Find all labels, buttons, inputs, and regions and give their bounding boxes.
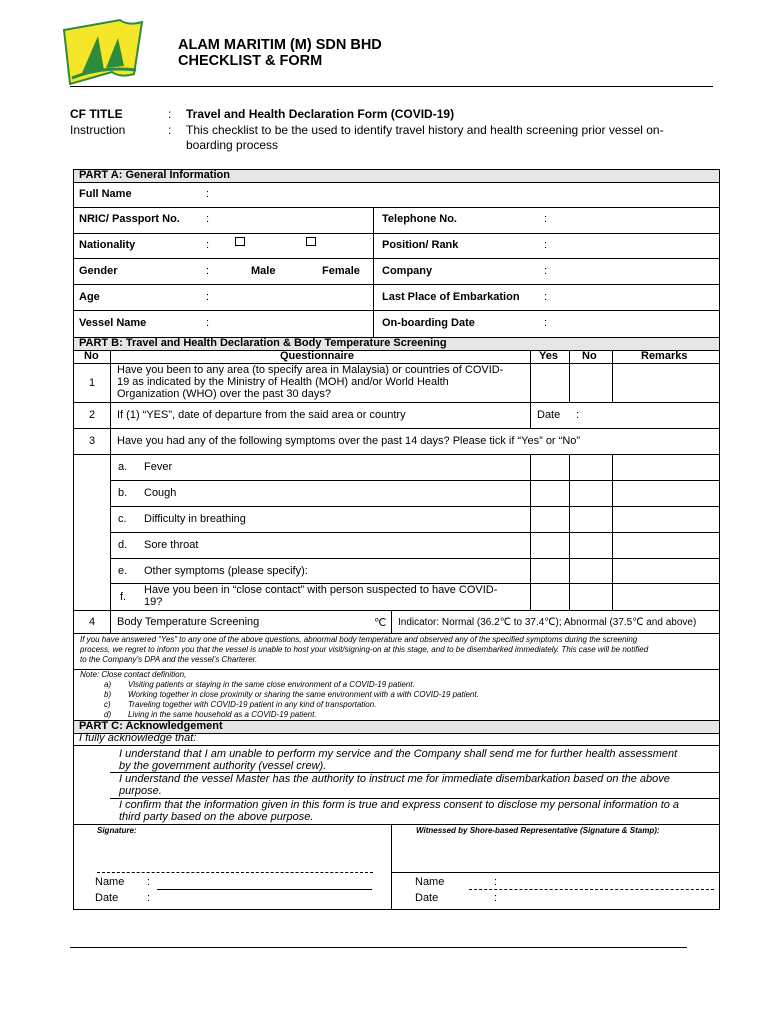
part-a-title: PART A: General Information xyxy=(79,169,230,181)
q1-line: 19 as indicated by the Ministry of Health (MOH) and/or World Health xyxy=(117,376,449,388)
symptom-letter: a. xyxy=(118,461,128,473)
q3-number: 3 xyxy=(89,435,96,447)
q2-date-label: Date xyxy=(537,409,561,421)
acknowledge-statement-3 xyxy=(119,799,679,823)
sore-throat-yes-cell[interactable] xyxy=(532,534,567,556)
q1-remarks-cell[interactable] xyxy=(614,365,718,400)
colon: : xyxy=(494,876,498,888)
close-contact-question xyxy=(144,584,497,608)
note-letter: b) xyxy=(104,690,112,699)
symptom-letter: e. xyxy=(118,565,128,577)
q2-text: If (1) “YES”, date of departure from the said area or country xyxy=(117,409,406,421)
col-questionnaire-header: Questionnaire xyxy=(280,350,354,362)
nric-field[interactable] xyxy=(220,209,370,231)
company-name: ALAM MARITIM (M) SDN BHD xyxy=(178,37,382,53)
sign-date-field[interactable] xyxy=(158,891,371,905)
statement-line: I confirm that the information given in this form is true and express consent to disclose my personal information to a xyxy=(119,799,680,811)
male-label: Male xyxy=(251,265,276,277)
symptom-letter: f. xyxy=(120,591,127,603)
witness-name-label: Name xyxy=(415,876,445,888)
part-c-title: PART C: Acknowledgement xyxy=(79,720,223,732)
note-letter: d) xyxy=(104,710,112,719)
colon: : xyxy=(206,188,210,200)
q1-no-cell[interactable] xyxy=(571,365,610,400)
colon: : xyxy=(206,317,210,329)
witness-name-field[interactable] xyxy=(504,875,714,888)
nationality-label: Nationality xyxy=(79,239,136,251)
vessel-name-label: Vessel Name xyxy=(79,317,147,329)
sore-throat-no-cell[interactable] xyxy=(571,534,610,556)
statement-line: third party based on the above purpose. xyxy=(119,811,314,823)
colon: : xyxy=(206,291,210,303)
cf-title-value: Travel and Health Declaration Form (COVID-19) xyxy=(186,107,455,121)
full-name-label: Full Name xyxy=(79,188,132,200)
footer-divider xyxy=(70,947,687,948)
colon: : xyxy=(544,291,548,303)
colon: : xyxy=(544,265,548,277)
witness-date-label: Date xyxy=(415,892,439,904)
cough-yes-cell[interactable] xyxy=(532,482,567,504)
col-yes-header: Yes xyxy=(539,350,558,362)
instruction-label: Instruction xyxy=(70,123,126,137)
last-place-field[interactable] xyxy=(556,287,716,308)
colon: : xyxy=(206,265,210,277)
fever-yes-cell[interactable] xyxy=(532,456,567,478)
colon: : xyxy=(544,239,548,251)
note-item: Visiting patients or staying in the same close environment of a COVID-19 patient. xyxy=(128,680,415,689)
fever-no-cell[interactable] xyxy=(571,456,610,478)
q4-number: 4 xyxy=(89,616,96,628)
position-label: Position/ Rank xyxy=(382,239,459,251)
colon: : xyxy=(494,892,498,904)
sign-name-field[interactable] xyxy=(158,875,371,888)
symptom-other: Other symptoms (please specify): xyxy=(144,565,308,577)
q4-text: Body Temperature Screening xyxy=(117,616,260,628)
q1-number: 1 xyxy=(89,377,96,389)
close-contact-no-cell[interactable] xyxy=(571,585,610,608)
close-contact-line: 19? xyxy=(144,596,163,608)
temperature-indicator: Indicator: Normal (36.2℃ to 37.4℃); Abnormal (37.5℃ and above) xyxy=(398,617,697,628)
note-item: Traveling together with COVID-19 patient in any kind of transportation. xyxy=(128,700,377,709)
note-item: Working together in close proximity or sharing the same environment with a with COVID-19 patient. xyxy=(128,690,479,699)
warning-text xyxy=(80,635,648,665)
acknowledge-statement-1 xyxy=(119,748,677,772)
symptom-letter: c. xyxy=(118,513,127,525)
gender-label: Gender xyxy=(79,265,118,277)
symptom-breathing: Difficulty in breathing xyxy=(144,513,246,525)
telephone-field[interactable] xyxy=(556,209,716,231)
last-place-label: Last Place of Embarkation xyxy=(382,291,520,303)
age-label: Age xyxy=(79,291,100,303)
note-letter: c) xyxy=(104,700,111,709)
temperature-field[interactable] xyxy=(280,612,372,631)
other-no-cell[interactable] xyxy=(571,560,610,581)
company-label: Company xyxy=(382,265,433,277)
q1-line: Have you been to any area (to specify area in Malaysia) or countries of COVID- xyxy=(117,364,504,376)
female-label: Female xyxy=(322,265,360,277)
colon: : xyxy=(576,409,580,421)
cf-title-label: CF TITLE xyxy=(70,107,123,121)
signature-label: Signature: xyxy=(97,826,137,835)
symptom-cough: Cough xyxy=(144,487,177,499)
warning-line: If you have answered “Yes” to any one of the above questions, abnormal body temperature and observed any of the specified symptoms during the screening xyxy=(80,635,638,644)
statement-line: I understand that I am unable to perform my service and the Company shall send me for further health assessment xyxy=(119,748,678,760)
age-field[interactable] xyxy=(220,287,370,308)
colon: : xyxy=(168,123,172,137)
part-b-title: PART B: Travel and Health Declaration & Body Temperature Screening xyxy=(79,337,447,349)
statement-line: purpose. xyxy=(119,785,162,797)
colon: : xyxy=(544,317,548,329)
note-title: Note: Close contact definition, xyxy=(80,670,187,679)
colon: : xyxy=(147,892,151,904)
position-field[interactable] xyxy=(556,235,716,256)
breathing-no-cell[interactable] xyxy=(571,508,610,530)
colon: : xyxy=(168,107,172,121)
q2-date-field[interactable] xyxy=(586,404,718,426)
instruction-line-1: This checklist to be the used to identify travel history and health screening prior vessel on- xyxy=(186,123,664,137)
telephone-label: Telephone No. xyxy=(382,213,457,225)
witness-label: Witnessed by Shore-based Representative (Signature & Stamp): xyxy=(416,826,660,835)
warning-line: process, we regret to inform you that the vessel is unable to host your visit/signing-on at this stage, and to be disembarked immediately. This case will be notified xyxy=(80,645,649,654)
acknowledge-statement-2 xyxy=(119,773,670,797)
note-item: Living in the same household as a COVID-19 patient. xyxy=(128,710,317,719)
company-logo xyxy=(62,18,144,86)
close-contact-yes-cell[interactable] xyxy=(532,585,567,608)
cough-no-cell[interactable] xyxy=(571,482,610,504)
signature-field[interactable] xyxy=(76,836,388,872)
col-remarks-header: Remarks xyxy=(641,350,688,362)
col-no-answer-header: No xyxy=(582,350,597,362)
statement-line: I understand the vessel Master has the authority to instruct me for immediate disembarkation based on the above xyxy=(119,773,670,785)
symptom-fever: Fever xyxy=(144,461,173,473)
breathing-yes-cell[interactable] xyxy=(532,508,567,530)
nric-label: NRIC/ Passport No. xyxy=(79,213,180,225)
symptom-letter: d. xyxy=(118,539,128,551)
vessel-name-field[interactable] xyxy=(220,313,370,335)
q1-yes-cell[interactable] xyxy=(532,365,567,400)
witness-date-field[interactable] xyxy=(504,891,714,905)
col-no-header: No xyxy=(84,350,99,362)
onboarding-date-label: On-boarding Date xyxy=(382,317,475,329)
q3-text: Have you had any of the following symptoms over the past 14 days? Please tick if “Yes” or “No” xyxy=(117,435,581,447)
instruction-line-2: boarding process xyxy=(186,138,279,152)
close-contact-line: Have you been in “close contact” with person suspected to have COVID- xyxy=(144,584,498,596)
other-yes-cell[interactable] xyxy=(532,560,567,581)
q1-text xyxy=(117,364,503,400)
warning-line: to the Company’s DPA and the vessel’s Charterer. xyxy=(80,655,258,664)
sign-name-label: Name xyxy=(95,876,125,888)
company-field[interactable] xyxy=(556,261,716,282)
colon: : xyxy=(206,239,210,251)
symptom-sore-throat: Sore throat xyxy=(144,539,199,551)
header-divider xyxy=(70,86,713,87)
q1-line: Organization (WHO) over the past 30 days? xyxy=(117,388,331,400)
colon: : xyxy=(544,213,548,225)
female-checkbox[interactable] xyxy=(306,237,316,246)
statement-line: by the government authority (vessel crew). xyxy=(119,760,327,772)
note-letter: a) xyxy=(104,680,112,689)
onboarding-date-field[interactable] xyxy=(556,313,716,335)
full-name-field[interactable] xyxy=(220,184,715,205)
q2-number: 2 xyxy=(89,409,96,421)
male-checkbox[interactable] xyxy=(235,237,245,246)
acknowledge-intro: I fully acknowledge that: xyxy=(79,732,197,744)
symptom-letter: b. xyxy=(118,487,128,499)
doc-type: CHECKLIST & FORM xyxy=(178,53,323,69)
colon: : xyxy=(206,213,210,225)
colon: : xyxy=(147,876,151,888)
company-heading xyxy=(178,37,382,69)
sign-date-label: Date xyxy=(95,892,119,904)
witness-signature-field[interactable] xyxy=(394,836,717,872)
celsius-unit: ℃ xyxy=(374,617,387,629)
